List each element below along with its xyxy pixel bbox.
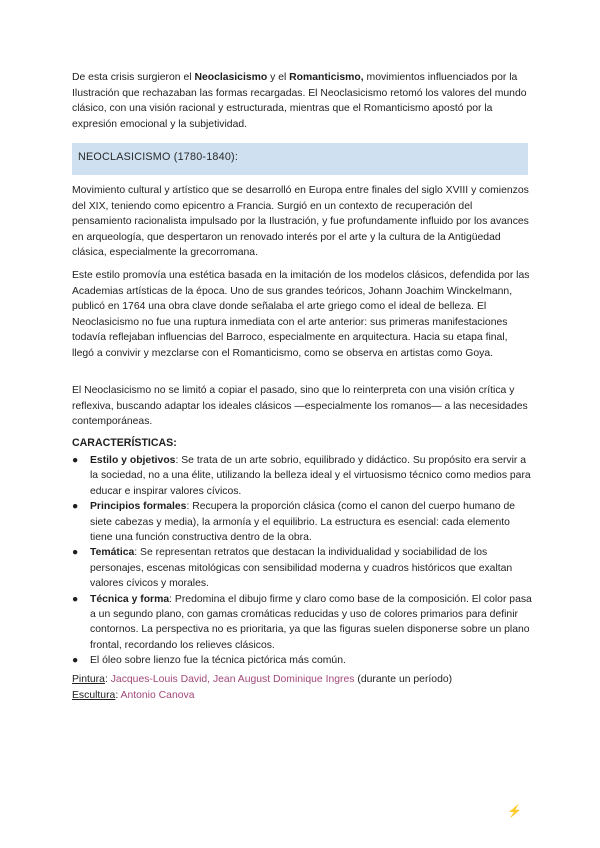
bullet-icon: ● [72,501,79,513]
painting-line [72,672,542,688]
sculpture-line [72,688,542,704]
sculpture-artists-link[interactable]: Antonio Canova [120,689,195,701]
body-paragraph-3: El Neoclasicismo no se limitó a copiar el pasado, sino que lo reinterpreta con una visión crítica y reflexiva, buscando adaptar los ideales clásicos —especialmente los romanos— a las necesidades contemporáneas. [72,385,528,427]
section-heading-band [72,143,528,175]
list-item [72,545,532,591]
lightning-icon: ⚡ [507,804,522,818]
item-title: Temática [90,547,135,559]
colon: : [104,674,111,685]
list-item [72,453,532,499]
intro-text-2: y el [267,72,290,83]
intro-text-3: movimientos influenciados por la Ilustración que rechazaban las formas recargadas. El Neoclasicismo retomó los valores del mundo clásico, con una visión racional y estructurada, mientras que el Romanticismo apostó por la expresión emocional y la subjetividad. [72,72,527,130]
works-section [72,672,542,703]
characteristics-list [72,453,532,669]
intro-paragraph [72,70,532,132]
item-text: : Se trata de un arte sobrio, equilibrado y didáctico. Su propósito era servir a la sociedad, no a una élite, utilizando la belleza ideal y el virtuosismo técnico como medios para educar e inspirar valores cívicos. [90,455,531,497]
intro-bold-romanticismo: Romanticismo, [289,72,364,83]
colon: : [115,689,121,701]
section-heading: NEOCLASICISMO (1780-1840): [78,151,239,163]
sculpture-label: Escultura [72,689,116,701]
item-text: El óleo sobre lienzo fue la técnica pictórica más común. [90,655,346,667]
item-title: Estilo y objetivos [90,455,176,466]
list-item [72,592,532,654]
bullet-icon: ● [72,593,79,605]
list-item [72,499,532,545]
item-title: Principios formales [90,501,187,513]
item-title: Técnica y forma [90,593,170,605]
painting-label: Pintura [72,674,105,685]
painting-note: (durante un período) [354,674,453,685]
intro-bold-neoclasicismo: Neoclasicismo [194,72,268,83]
list-item [72,653,532,668]
characteristics-heading: CARACTERÍSTICAS: [72,437,177,449]
intro-text-1: De esta crisis surgieron el [72,72,195,83]
item-text: : Se representan retratos que destacan la individualidad y sociabilidad de los personajes, escenas mitológicas con sensibilidad moderna y cuadros históricos que exaltan valores cívicos y morales. [90,547,513,590]
item-text: : Predomina el dibujo firme y claro como base de la composición. El color pasa a un segundo plano, con gamas cromáticas reducidas y uso de colores primarios para definir contornos. La perspectiva no es prioritaria, ya que las figuras suelen disponerse sobre un plano frontal, recordando los relieves clásicos. [90,593,532,651]
bullet-icon: ● [72,655,79,667]
body-paragraph-2: Este estilo promovía una estética basada en la imitación de los modelos clásicos, defendida por las Academias artísticas de la época. Uno de sus grandes teóricos, Johann Joachim Winckelmann, publicó en 1764 una obra clave donde señalaba el arte griego como el ideal de belleza. El Neoclasicismo no fue una ruptura inmediata con el arte anterior: sus primeras manifestaciones todavía reflejaban influencias del Barroco, especialmente en arquitectura. Hacia su etapa final, llegó a convivir y mezclarse con el Romanticismo, como se observa en artistas como Goya. [72,270,530,359]
item-text: : Recupera la proporción clásica (como el canon del cuerpo humano de siete cabezas y media), la armonía y el equilibrio. La estructura es esencial: cada elemento tiene una función constructiva dentro de la obra. [90,501,516,544]
painting-artists-link[interactable]: Jacques-Louis David, Jean August Dominique Ingres [110,674,355,685]
body-paragraph-1: Movimiento cultural y artístico que se desarrolló en Europa entre finales del siglo XVIII y comienzos del XIX, teniendo como epicentro a Francia. Surgió en un contexto de recuperación del pensamiento racionalista impulsado por la Ilustración, y fue profundamente influido por los avances en arqueología, que despertaron un renovado interés por el arte y la cultura de la Antigüedad clásica, especialmente la grecorromana. [72,185,529,258]
bullet-icon: ● [72,455,79,466]
bullet-icon: ● [72,547,79,559]
